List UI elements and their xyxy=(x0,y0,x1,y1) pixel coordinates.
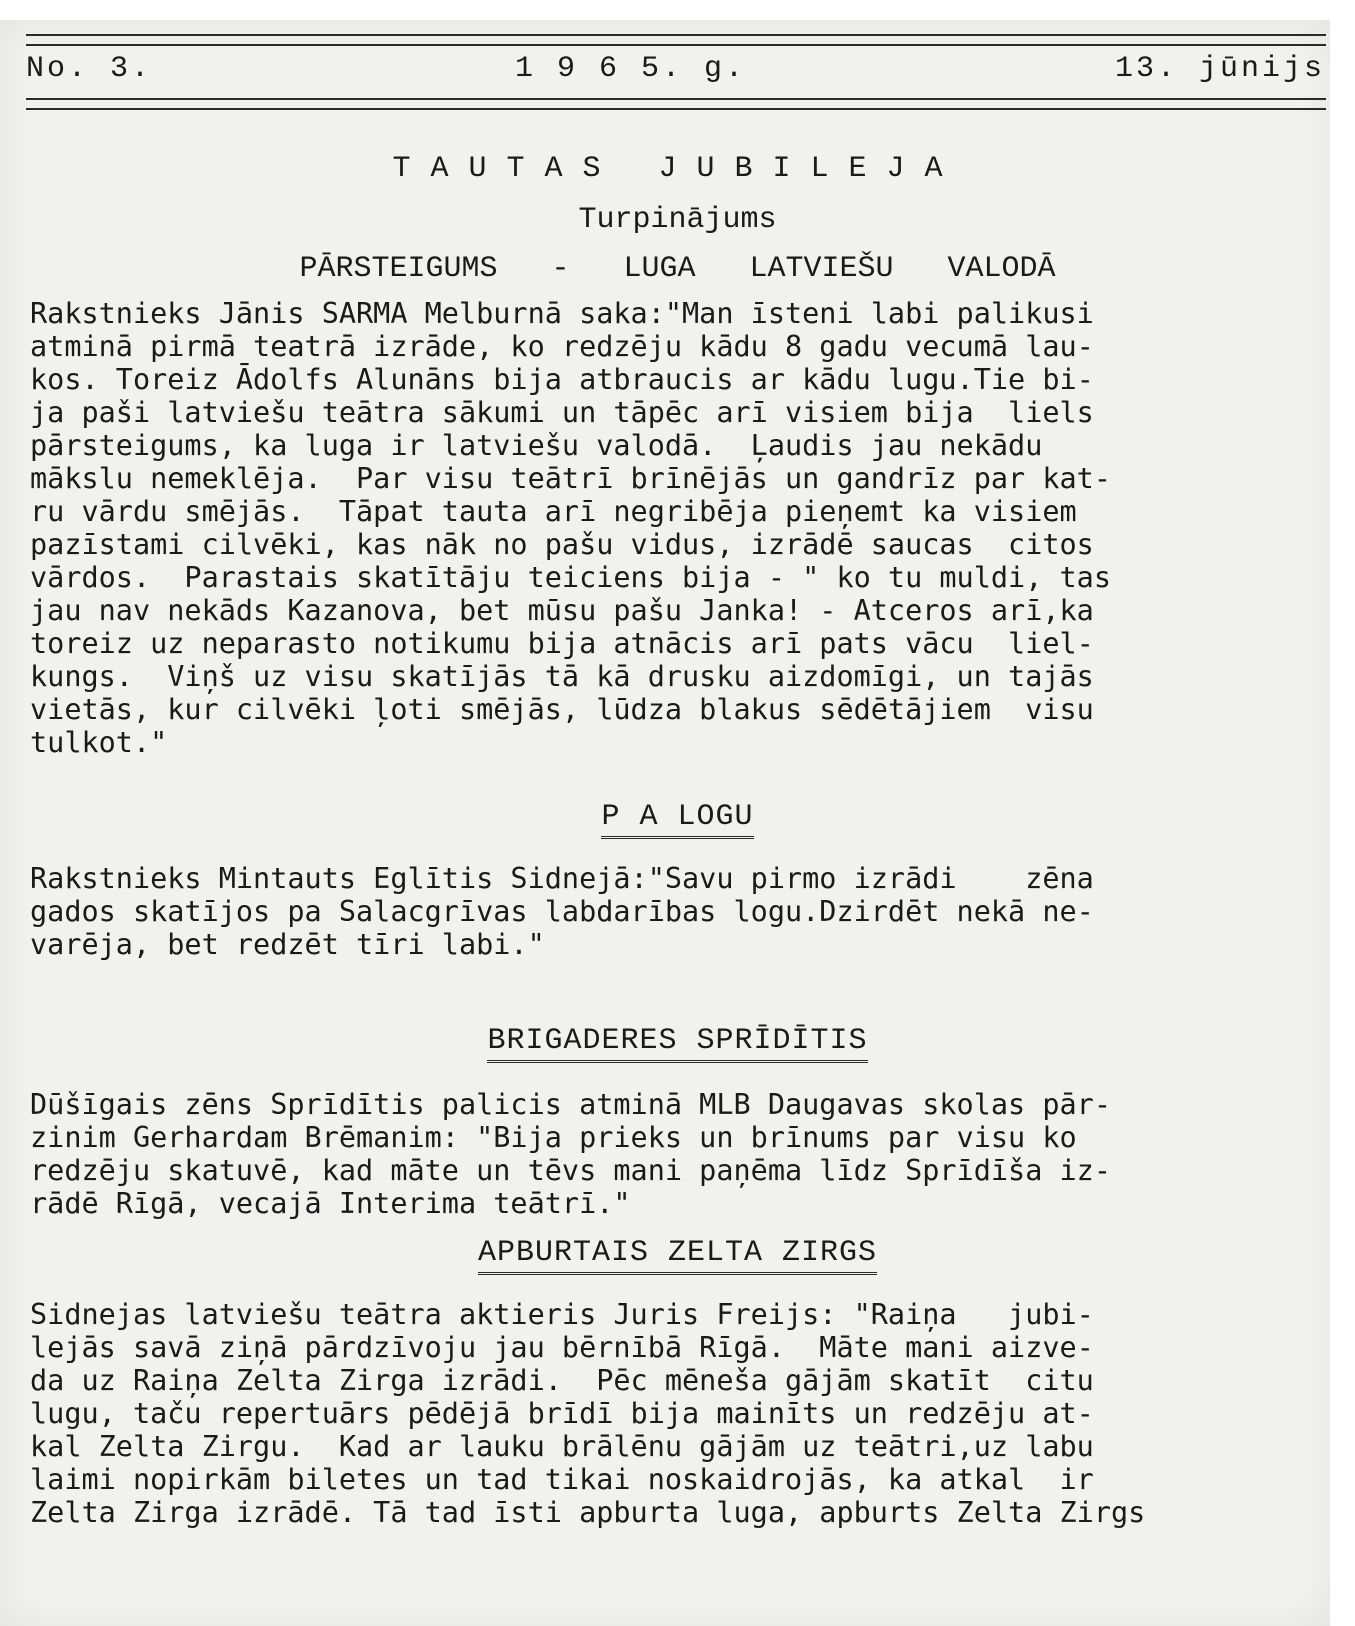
header-double-rule xyxy=(26,98,1326,110)
zelta-zirgs-heading-text: APBURTAIS ZELTA ZIRGS xyxy=(478,1236,877,1275)
article-subtitle: Turpinājums xyxy=(578,203,777,237)
paragraph-freijs: Sidnejas latviešu teātra aktieris Juris Freijs: "Raiņa jubi- lejās savā ziņā pārdzīvoju jau bērnībā Rīgā. Māte mani aizve- da uz Raiņa Zelta Zirga izrādi. Pēc mēneša gājām skatīt citu lugu, taču repertuārs pēdējā brīdī bija mainīts un redzēju at- kal Zelta Zirgu. Kad ar lauku brālēnu gājām uz teātri,uz labu laimi nopirkām biletes un tad tikai noskaidrojās, ka atkal ir Zelta Zirga izrādē. Tā tad īsti apburta luga, apburts Zelta Zirgs xyxy=(30,1298,1146,1529)
section-heading-pa-logu xyxy=(0,800,1355,839)
paragraph-sarma: Rakstnieks Jānis SARMA Melburnā saka:"Man īsteni labi palikusi atminā pirmā teatrā izrāde, ko redzēju kādu 8 gadu vecumā lau- kos. Toreiz Ādolfs Alunāns bija atbraucis ar kādu lugu.Tie bi- ja paši latviešu teātra sākumi un tāpēc arī visiem bija liels pārsteigums, ka luga ir latviešu valodā. Ļaudis jau nekādu mākslu nemeklēja. Par visu teātrī brīnējās un gandrīz par kat- ru vārdu smējās. Tāpat tauta arī negribēja pieņemt ka visiem pazīstami cilvēki, kas nāk no pašu vidus, izrādē saucas citos vārdos. Parastais skatītāju teiciens bija - " ko tu muldi, tas jau nav nekāds Kazanova, bet mūsu pašu Janka! - Atceros arī,ka toreiz uz neparasto notikumu bija atnācis arī pats vācu liel- kungs. Viņš uz visu skatījās tā kā drusku aizdomīgi, un tajās vietās, kur cilvēki ļoti smējās, lūdza blakus sēdētājiem visu tulkot." xyxy=(30,297,1111,759)
paragraph-eglitis: Rakstnieks Mintauts Eglītis Sidnejā:"Savu pirmo izrādi zēna gados skatījos pa Salacgrīvas labdarības logu.Dzirdēt nekā ne- varēja, bet redzēt tīri labi." xyxy=(30,862,1094,961)
section-heading-zelta-zirgs xyxy=(0,1236,1355,1275)
issue-number: No. 3. xyxy=(26,52,153,86)
section-heading-luga: PĀRSTEIGUMS - LUGA LATVIEŠU VALODĀ xyxy=(299,252,1056,286)
top-double-rule xyxy=(26,34,1326,46)
spriditis-heading-text: BRIGADERES SPRĪDĪTIS xyxy=(487,1024,867,1063)
pa-logu-heading-text: P A LOGU xyxy=(601,800,753,839)
paragraph-bremanis: Dūšīgais zēns Sprīdītis palicis atminā MLB Daugavas skolas pār- zinim Gerhardam Brēmanim: "Bija prieks un brīnums par visu ko redzēju skatuvē, kad māte un tēvs mani paņēma līdz Sprīdīša iz- rādē Rīgā, vecajā Interima teātrī." xyxy=(30,1088,1111,1220)
issue-year: 1 9 6 5. g. xyxy=(515,52,747,86)
issue-date: 13. jūnijs xyxy=(1115,52,1326,86)
article-title: TAUTAS JUBILEJA xyxy=(392,152,963,186)
section-heading-spriditis xyxy=(0,1024,1355,1063)
